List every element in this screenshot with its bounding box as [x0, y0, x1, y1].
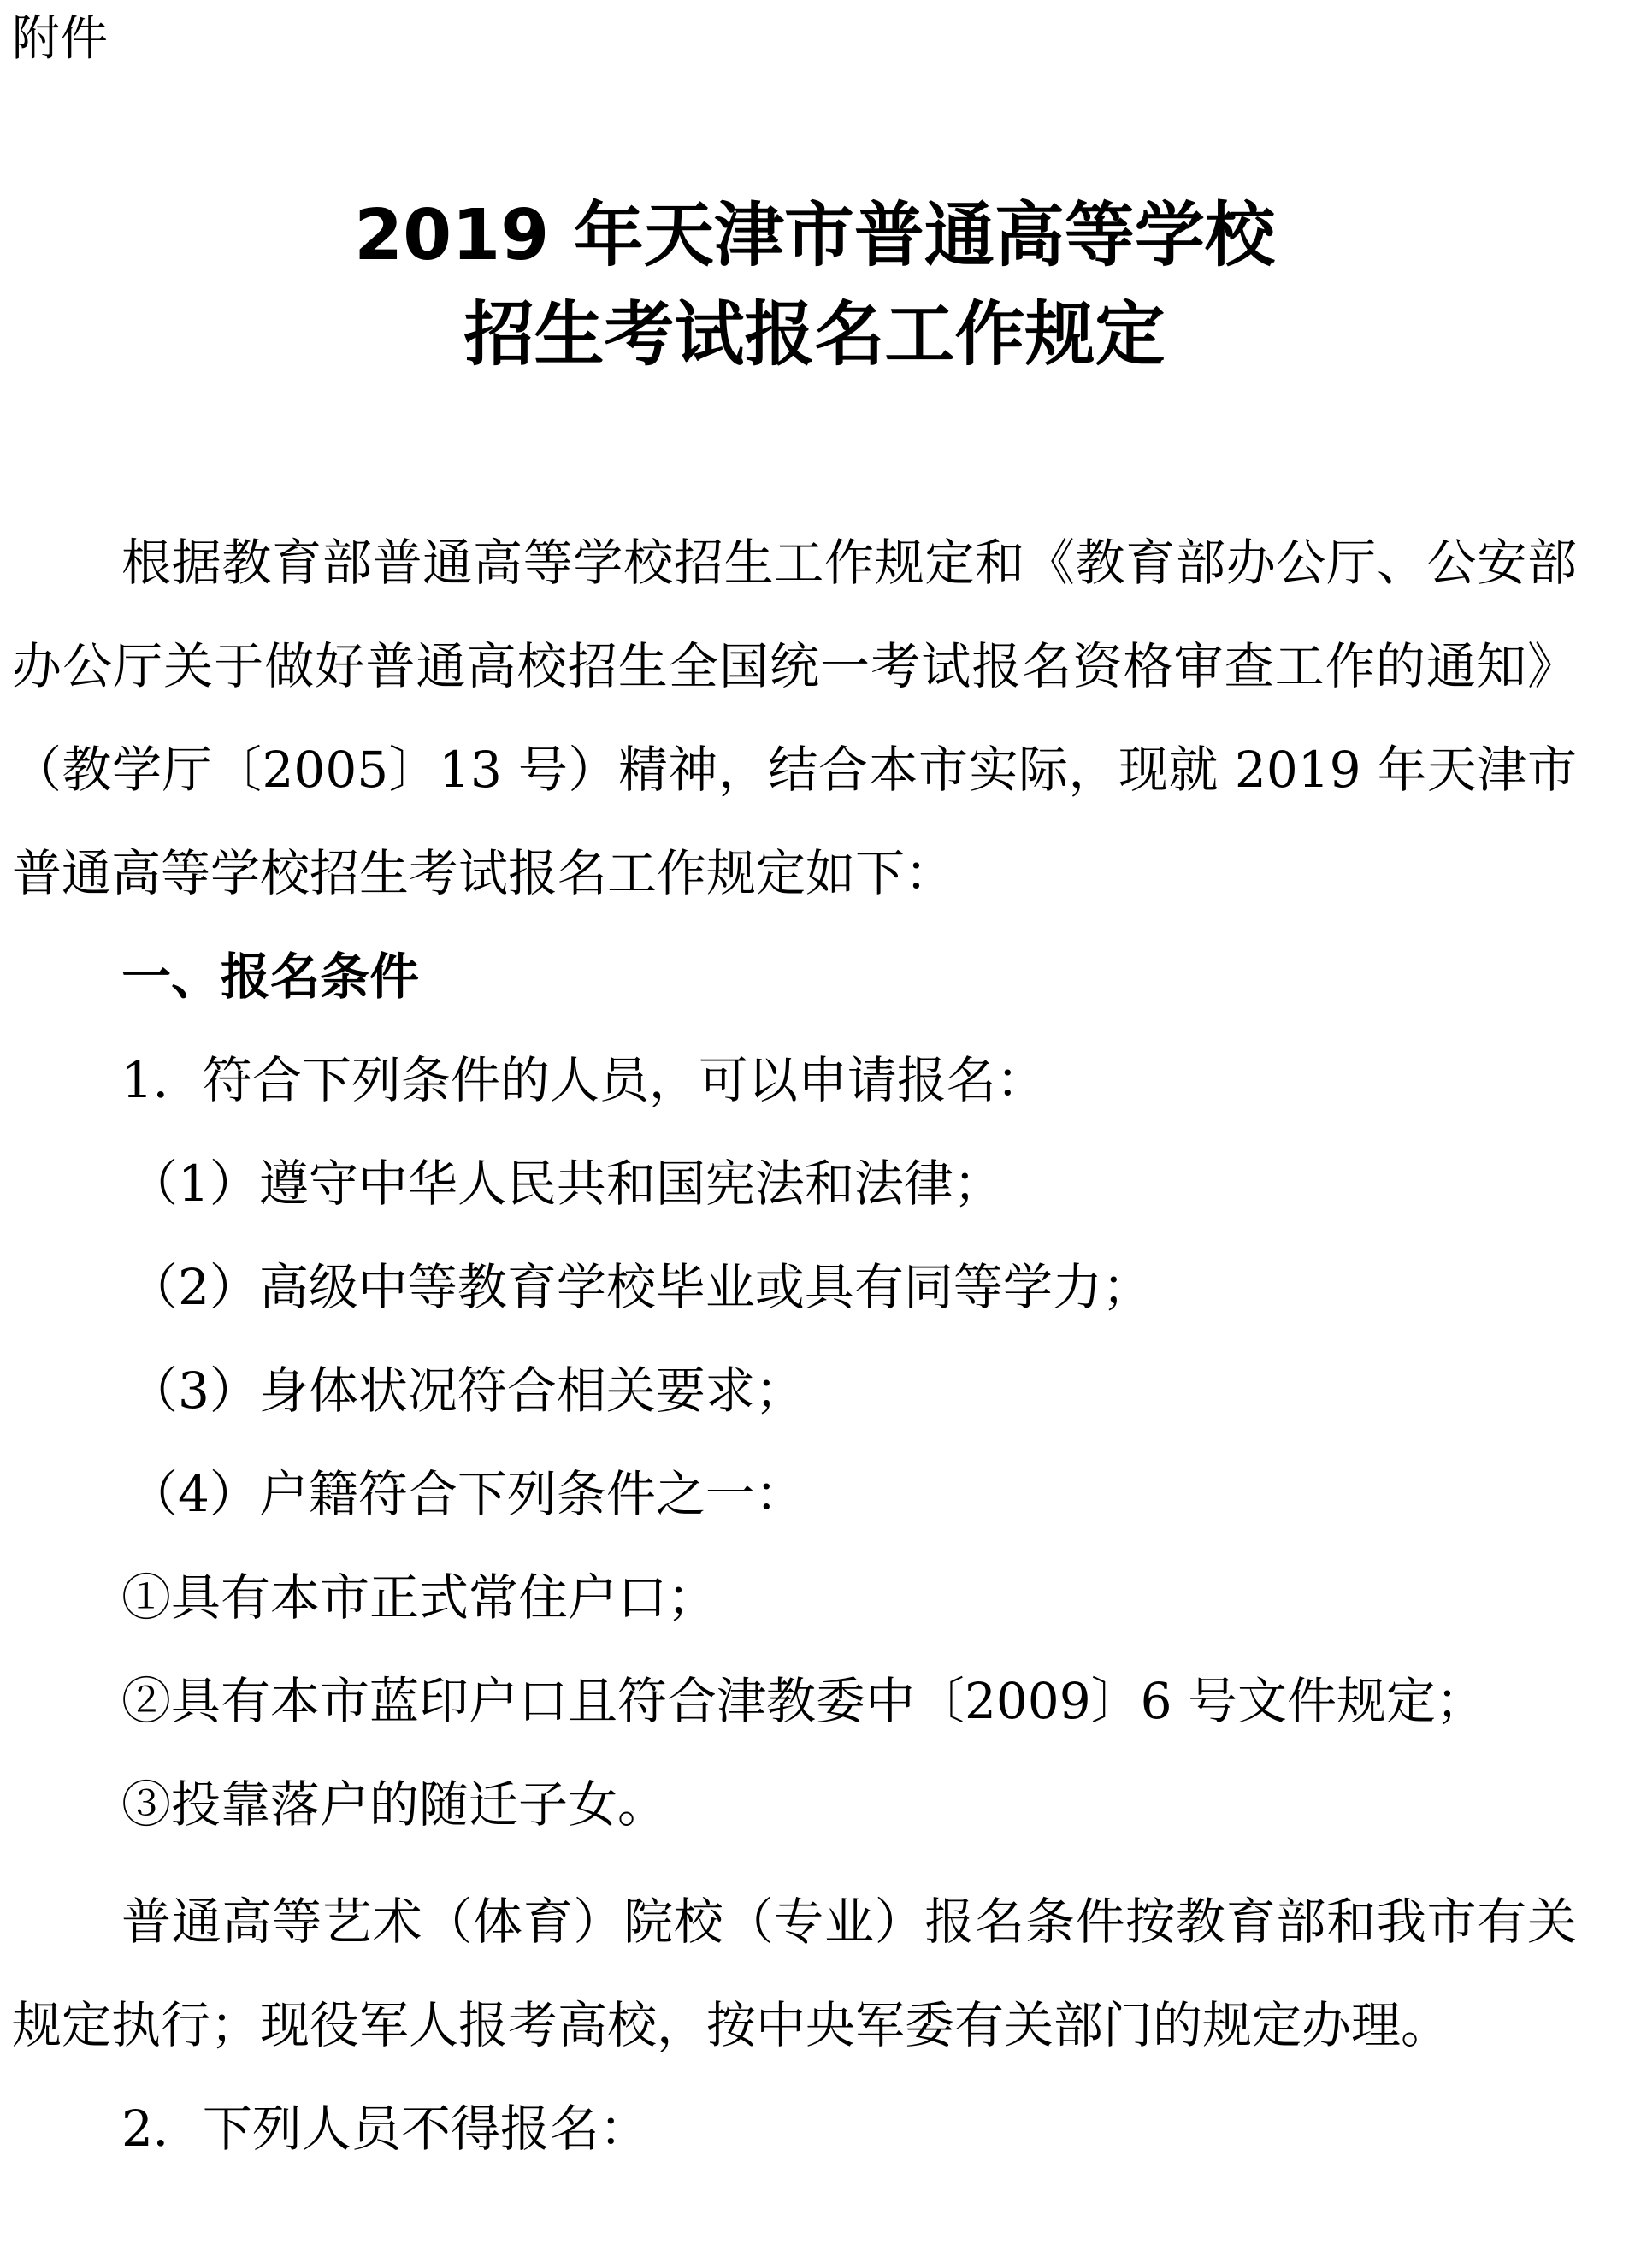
art-sports-paragraph: 普通高等艺术（体育）院校（专业）报名条件按教育部和我市有关规定执行；现役军人报考高校，按中央军委有关部门的规定办理。 [12, 1893, 1577, 2054]
title-line-1: 2019 年天津市普通高等学校 [354, 195, 1275, 276]
condition-3: （3）身体状况符合相关要求； [128, 1361, 805, 1420]
household-option-3: ③投靠落户的随迁子女。 [121, 1775, 668, 1834]
item-2-ineligible: 2．下列人员不得报名： [121, 2100, 649, 2158]
item-1-eligible: 1．符合下列条件的人员，可以申请报名： [121, 1051, 1046, 1109]
condition-2: （2）高级中等教育学校毕业或具有同等学力； [128, 1258, 1152, 1316]
intro-paragraph: 根据教育部普通高等学校招生工作规定和《教育部办公厅、公安部办公厅关于做好普通高校招生全国统一考试报名资格审查工作的通知》（教学厅〔2005〕13 号）精神，结合本市实际，现就 2019 年天津市普通高等学校招生考试报名工作规定如下： [12, 534, 1577, 902]
household-option-2: ②具有本市蓝印户口且符合津教委中〔2009〕6 号文件规定； [121, 1672, 1485, 1730]
section-heading-registration-conditions: 一、报名条件 [121, 948, 420, 1006]
title-line-2: 招生考试报名工作规定 [463, 294, 1166, 375]
condition-1: （1）遵守中华人民共和国宪法和法律； [128, 1155, 1003, 1213]
document-title [0, 186, 1629, 385]
attachment-label: 附件 [12, 11, 108, 67]
condition-4: （4）户籍符合下列条件之一： [128, 1465, 805, 1523]
household-option-1: ①具有本市正式常住户口； [121, 1568, 717, 1627]
document-body [12, 511, 1577, 2181]
